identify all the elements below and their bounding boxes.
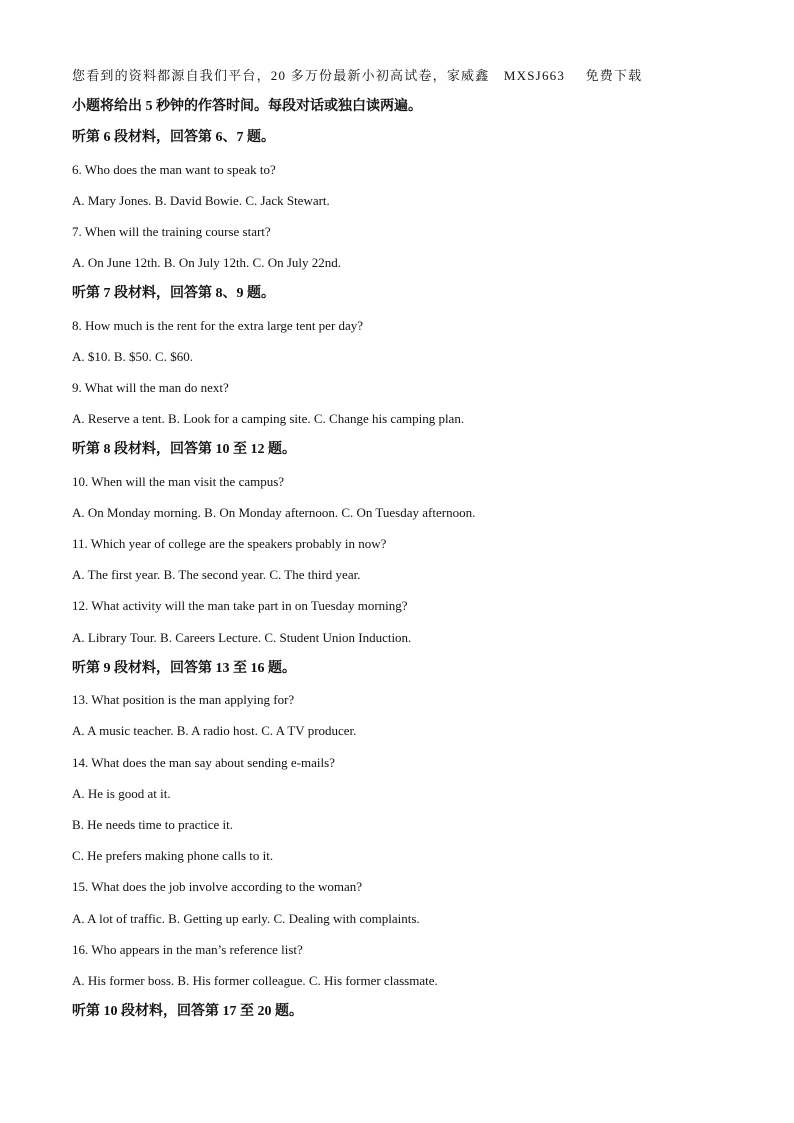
option-14b: B. He needs time to practice it. [72, 817, 234, 832]
section-heading-8: 听第 8 段材料，回答第 10 至 12 题。 [72, 442, 296, 457]
section-heading-7: 听第 7 段材料，回答第 8、9 题。 [72, 286, 275, 301]
option-14c: C. He prefers making phone calls to it. [72, 848, 274, 863]
header-code: MXSJ663 [503, 68, 566, 83]
question-10: 10. When will the man visit the campus? [72, 474, 285, 489]
question-7: 7. When will the training course start? [72, 224, 271, 239]
options-13: A. A music teacher. B. A radio host. C. A TV producer. [72, 723, 357, 738]
question-13: 13. What position is the man applying for? [72, 692, 295, 707]
question-11: 11. Which year of college are the speakers probably in now? [72, 536, 387, 551]
options-16: A. His former boss. B. His former colleague. C. His former classmate. [72, 973, 438, 988]
options-10: A. On Monday morning. B. On Monday afternoon. C. On Tuesday afternoon. [72, 505, 476, 520]
question-9: 9. What will the man do next? [72, 380, 229, 395]
question-8: 8. How much is the rent for the extra large tent per day? [72, 318, 364, 333]
section-heading-9: 听第 9 段材料，回答第 13 至 16 题。 [72, 661, 296, 676]
header-line [72, 67, 642, 85]
options-9: A. Reserve a tent. B. Look for a camping site. C. Change his camping plan. [72, 411, 465, 426]
question-6: 6. Who does the man want to speak to? [72, 162, 276, 177]
question-16: 16. Who appears in the man’s reference list? [72, 942, 303, 957]
section-heading-6: 听第 6 段材料，回答第 6、7 题。 [72, 130, 275, 145]
options-12: A. Library Tour. B. Careers Lecture. C. Student Union Induction. [72, 630, 412, 645]
header-text: 您看到的资料都源自我们平台，20 多万份最新小初高试卷，家威鑫 [72, 68, 490, 83]
question-12: 12. What activity will the man take part in on Tuesday morning? [72, 598, 408, 613]
options-6: A. Mary Jones. B. David Bowie. C. Jack Stewart. [72, 193, 330, 208]
instruction-line: 小题将给出 5 秒钟的作答时间。每段对话或独白读两遍。 [72, 99, 422, 114]
options-11: A. The first year. B. The second year. C. The third year. [72, 567, 361, 582]
question-15: 15. What does the job involve according to the woman? [72, 879, 363, 894]
options-7: A. On June 12th. B. On July 12th. C. On July 22nd. [72, 255, 342, 270]
header-download: 免费下载 [585, 68, 643, 83]
section-heading-10: 听第 10 段材料，回答第 17 至 20 题。 [72, 1004, 303, 1019]
options-8: A. $10. B. $50. C. $60. [72, 349, 193, 364]
question-14: 14. What does the man say about sending e-mails? [72, 755, 335, 770]
options-15: A. A lot of traffic. B. Getting up early. C. Dealing with complaints. [72, 911, 420, 926]
option-14a: A. He is good at it. [72, 786, 171, 801]
